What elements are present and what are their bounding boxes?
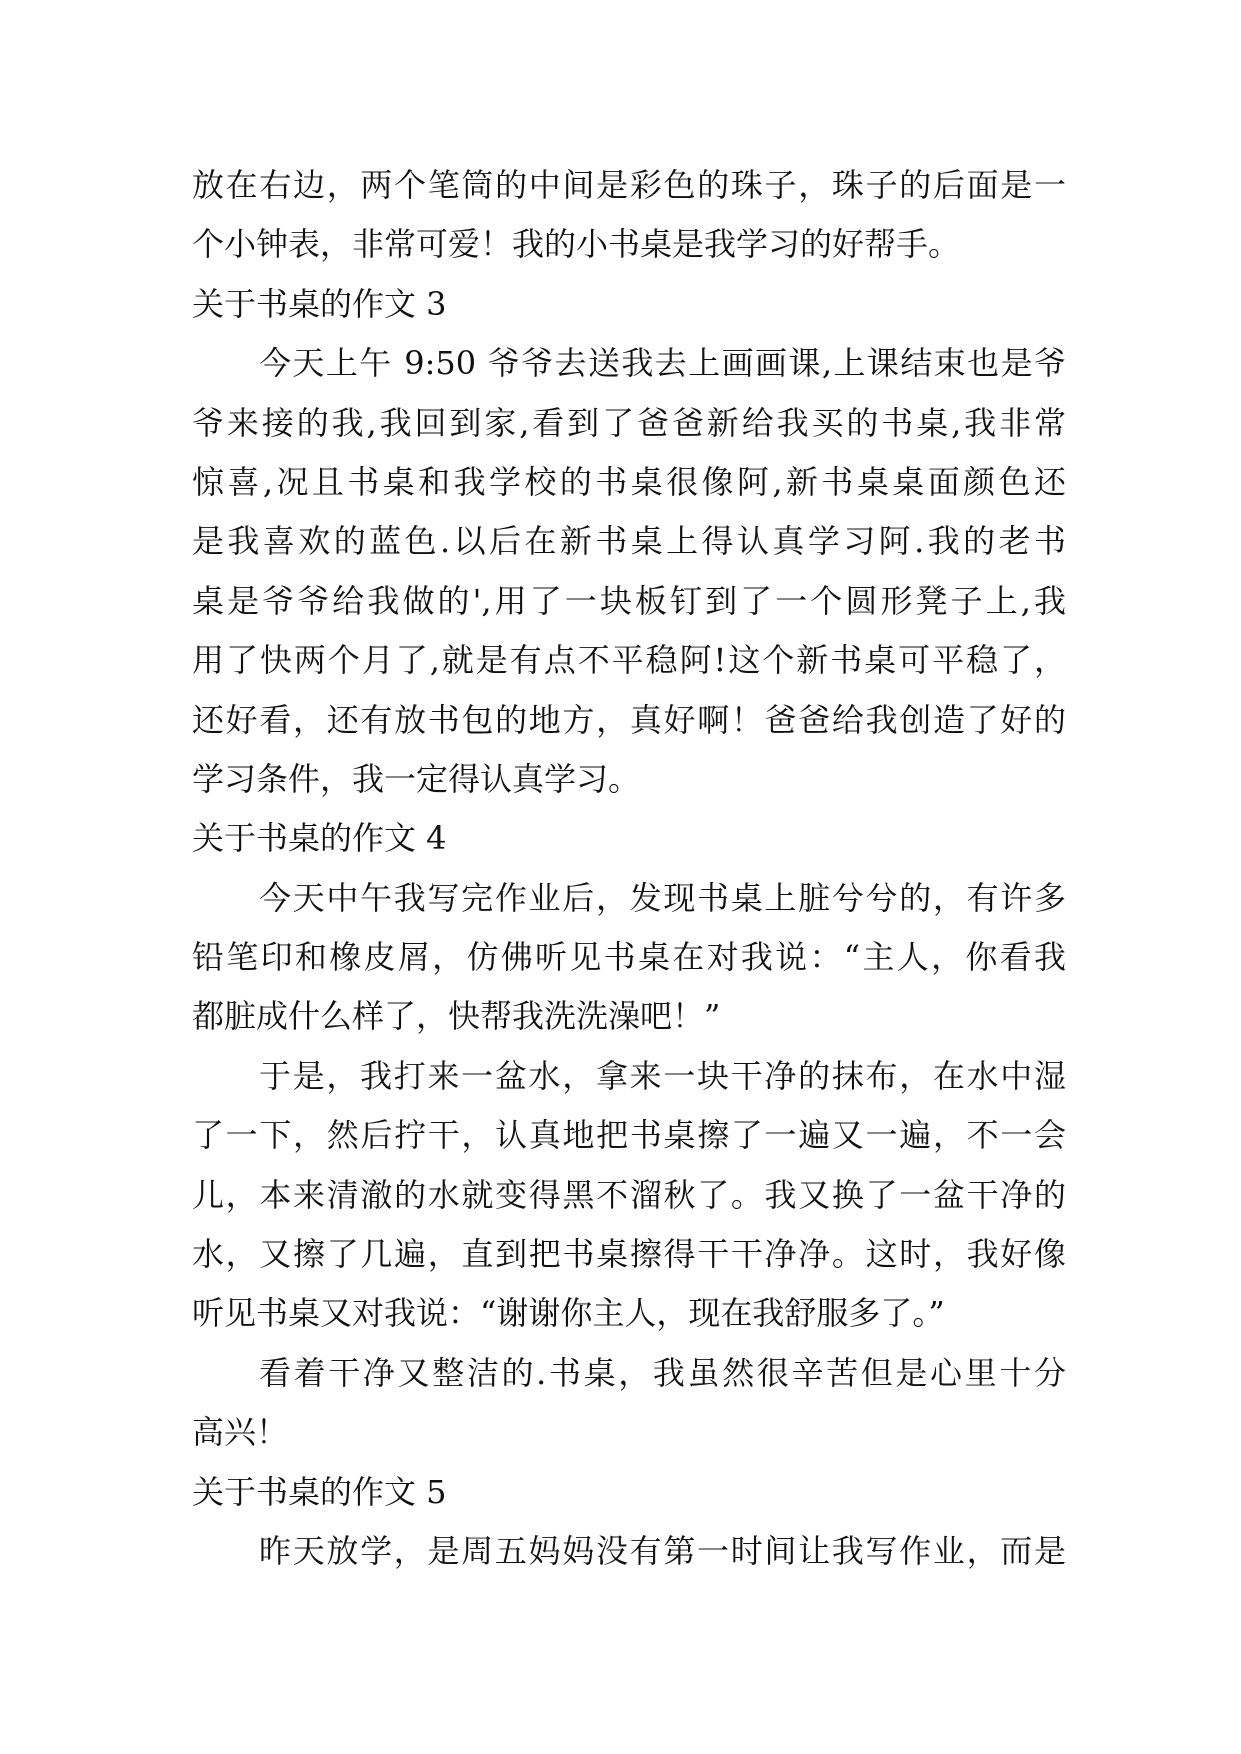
paragraph-first-line: 于是，我打来一盆水，拿来一块干净的抹布，在水中湿 — [259, 1056, 1066, 1095]
paragraph-line: 儿，本来清澈的水就变得黑不溜秋了。我又换了一盆干净的 — [192, 1175, 1066, 1214]
paragraph-first-line: 昨天放学，是周五妈妈没有第一时间让我写作业，而是 — [259, 1531, 1066, 1570]
paragraph-line: 个小钟表，非常可爱！我的小书桌是我学习的好帮手。 — [192, 225, 961, 264]
paragraph-line: 是我喜欢的蓝色.以后在新书桌上得认真学习阿.我的老书 — [192, 522, 1066, 561]
paragraph-line: 还好看，还有放书包的地方，真好啊！爸爸给我创造了好的 — [192, 700, 1066, 739]
paragraph-line: 都脏成什么样了，快帮我洗洗澡吧！” — [192, 997, 721, 1036]
paragraph-line: 桌是爷爷给我做的',用了一块板钉到了一个圆形凳子上,我 — [192, 581, 1066, 620]
document-body — [192, 156, 1066, 1581]
paragraph-first-line: 今天上午 9:50 爷爷去送我去上画画课,上课结束也是爷 — [259, 344, 1066, 383]
section-heading: 关于书桌的作文 3 — [192, 284, 447, 323]
paragraph-first-line: 今天中午我写完作业后，发现书桌上脏兮兮的，有许多 — [259, 878, 1066, 917]
paragraph-line: 爷来接的我,我回到家,看到了爸爸新给我买的书桌,我非常 — [192, 403, 1066, 442]
paragraph-line: 铅笔印和橡皮屑，仿佛听见书桌在对我说：“主人，你看我 — [192, 938, 1066, 977]
section-heading: 关于书桌的作文 5 — [192, 1472, 447, 1511]
paragraph-line: 高兴！ — [192, 1413, 289, 1452]
section-heading: 关于书桌的作文 4 — [192, 819, 447, 858]
paragraph-first-line: 看着干净又整洁的.书桌，我虽然很辛苦但是心里十分 — [259, 1353, 1066, 1392]
paragraph-line: 放在右边，两个笔筒的中间是彩色的珠子，珠子的后面是一 — [192, 166, 1066, 204]
paragraph-line: 用了快两个月了,就是有点不平稳阿!这个新书桌可平稳了， — [192, 641, 1066, 680]
paragraph-line: 学习条件，我一定得认真学习。 — [192, 759, 641, 798]
paragraph-line: 水，又擦了几遍，直到把书桌擦得干干净净。这时，我好像 — [192, 1235, 1066, 1274]
paragraph-line: 听见书桌又对我说：“谢谢你主人，现在我舒服多了。” — [192, 1294, 945, 1333]
paragraph-line: 惊喜,况且书桌和我学校的书桌很像阿,新书桌桌面颜色还 — [192, 462, 1066, 501]
paragraph-line: 了一下，然后拧干，认真地把书桌擦了一遍又一遍，不一会 — [192, 1116, 1066, 1155]
